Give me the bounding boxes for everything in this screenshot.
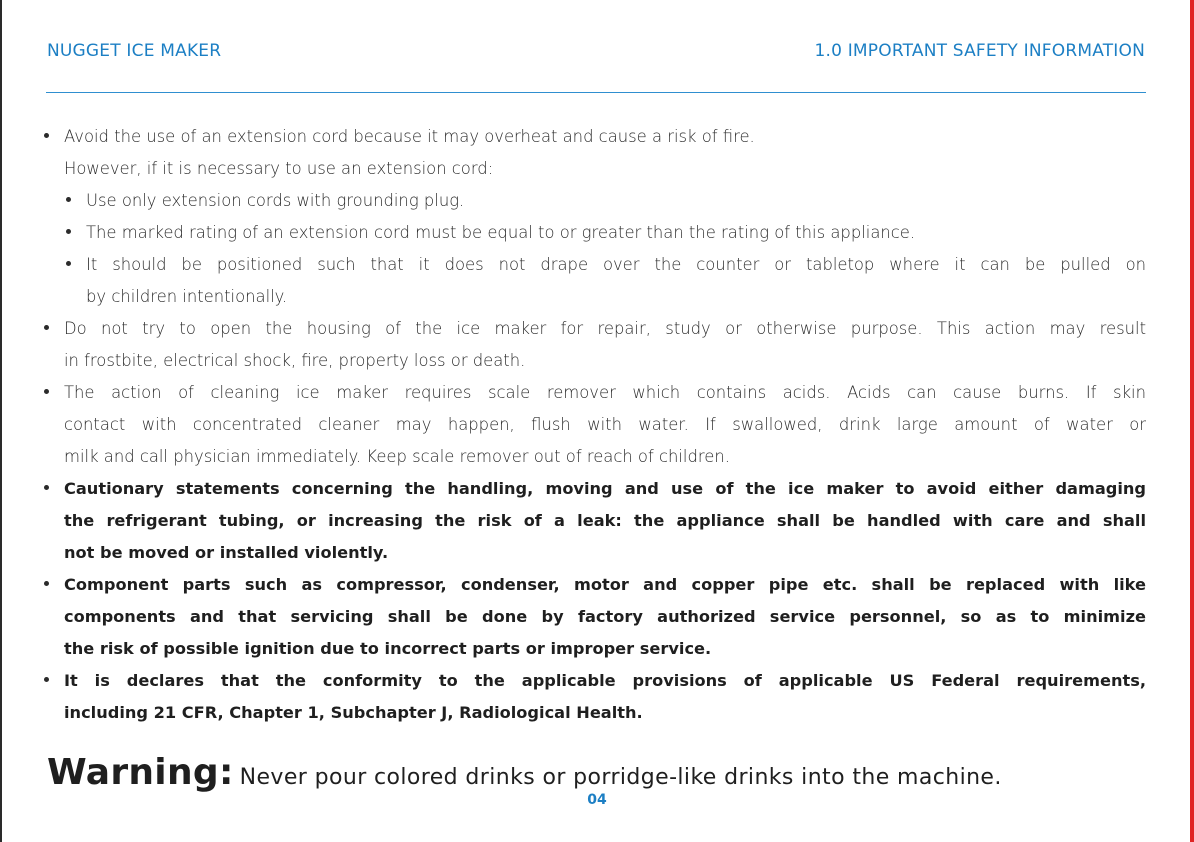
sub-bullet-dot-icon xyxy=(66,197,71,202)
sub-bullet-dot-icon xyxy=(66,261,71,266)
bullet-line: the refrigerant tubing, or increasing the risk of a leak: the appliance shall be handled with care and shall xyxy=(64,511,1146,530)
sub-bullet-line: The marked rating of an extension cord must be equal to or greater than the rating of this appliance. xyxy=(86,223,916,242)
header-divider xyxy=(46,92,1146,93)
bullet-line: However, if it is necessary to use an extension cord: xyxy=(64,159,494,178)
sub-bullet-line: by children intentionally. xyxy=(86,287,288,306)
bullet-line: the risk of possible ignition due to incorrect parts or improper service. xyxy=(64,639,712,658)
bullet-dot-icon xyxy=(44,325,49,330)
header-title: NUGGET ICE MAKER xyxy=(47,41,222,61)
bullet-line: contact with concentrated cleaner may happen, flush with water. If swallowed, drink large amount of water or xyxy=(64,415,1146,434)
bullet-line: It is declares that the conformity to the applicable provisions of applicable US Federal requirements, xyxy=(64,671,1146,690)
page-left-edge xyxy=(0,0,2,842)
bullet-dot-icon xyxy=(44,133,49,138)
page-right-edge xyxy=(1190,0,1194,842)
header-section: 1.0 IMPORTANT SAFETY INFORMATION xyxy=(814,41,1145,61)
bullet-line: Avoid the use of an extension cord because it may overheat and cause a risk of fire. xyxy=(64,127,755,146)
warning-text: Never pour colored drinks or porridge-like drinks into the machine. xyxy=(239,765,1002,790)
sub-bullet-dot-icon xyxy=(66,229,71,234)
sub-bullet-line: It should be positioned such that it does not drape over the counter or tabletop where it can be pulled on xyxy=(86,255,1146,274)
bullet-line: Cautionary statements concerning the handling, moving and use of the ice maker to avoid either damaging xyxy=(64,479,1146,498)
bullet-line: The action of cleaning ice maker requires scale remover which contains acids. Acids can cause burns. If skin xyxy=(64,383,1146,402)
bullet-dot-icon xyxy=(44,485,49,490)
bullet-line: components and that servicing shall be done by factory authorized service personnel, so as to minimize xyxy=(64,607,1146,626)
page-number: 04 xyxy=(587,792,607,808)
warning-label: Warning: xyxy=(47,752,234,793)
bullet-line: Do not try to open the housing of the ice maker for repair, study or otherwise purpose. This action may result xyxy=(64,319,1146,338)
sub-bullet-line: Use only extension cords with grounding plug. xyxy=(86,191,465,210)
bullet-dot-icon xyxy=(44,581,49,586)
bullet-line: not be moved or installed violently. xyxy=(64,543,389,562)
bullet-line: including 21 CFR, Chapter 1, Subchapter J, Radiological Health. xyxy=(64,703,643,722)
bullet-dot-icon xyxy=(44,389,49,394)
warning-statement xyxy=(47,752,1002,793)
bullet-line: in frostbite, electrical shock, fire, property loss or death. xyxy=(64,351,526,370)
bullet-line: milk and call physician immediately. Keep scale remover out of reach of children. xyxy=(64,447,730,466)
bullet-dot-icon xyxy=(44,677,49,682)
bullet-line: Component parts such as compressor, condenser, motor and copper pipe etc. shall be replaced with like xyxy=(64,575,1146,594)
